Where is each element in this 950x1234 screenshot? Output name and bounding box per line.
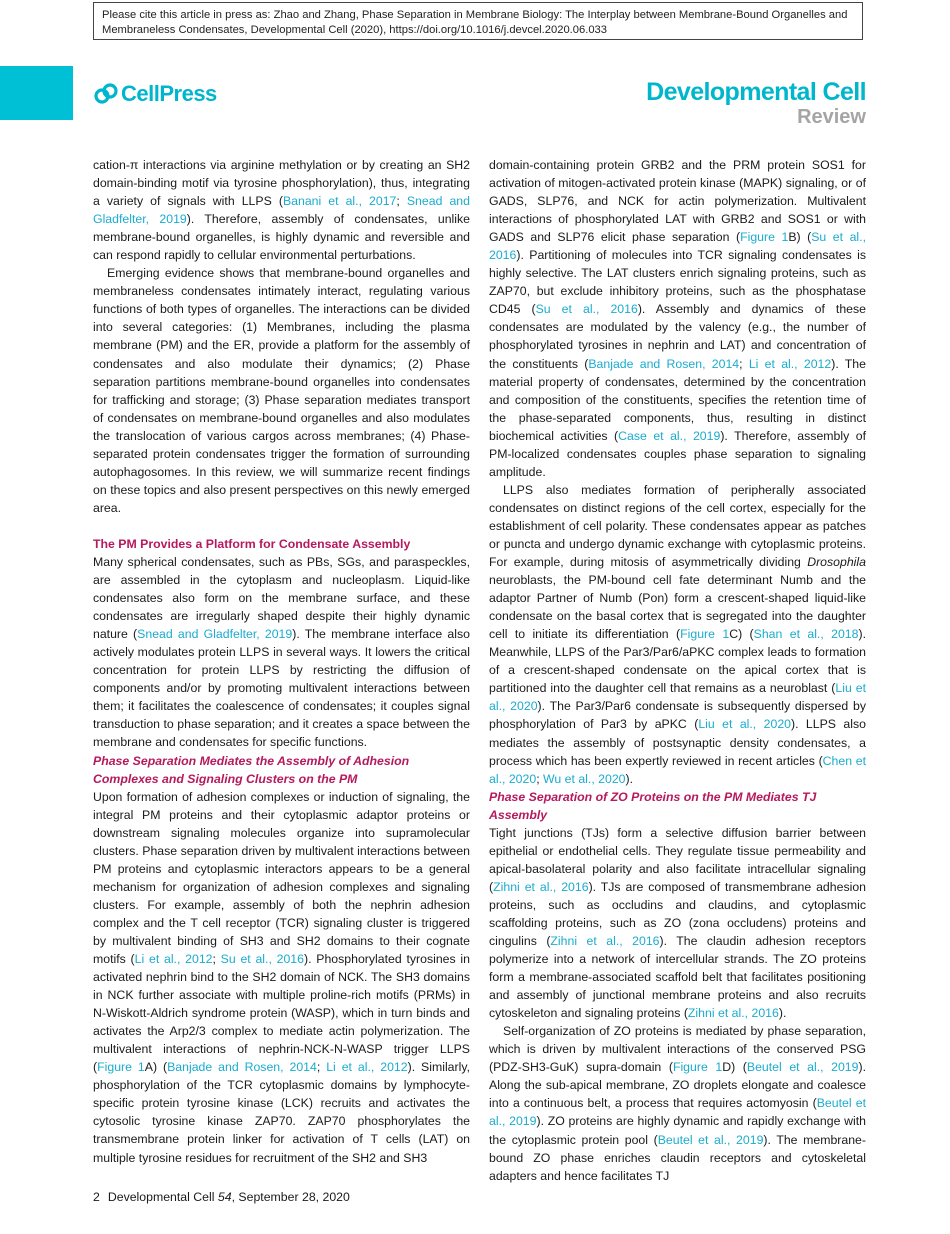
citation-link[interactable]: Su et al., 2016 (489, 230, 866, 263)
citation-link[interactable]: Li et al., 2012 (748, 356, 832, 371)
paragraph: Self-organization of ZO proteins is mediated by phase separation, which is driven by multivalent interactions of the conserved PSG (PDZ-SH3-GuK) supra-domain (Figure 1D) (Beutel et al., 2019). Along the sub-apical membrane, ZO droplets elongate and coalesce into a continuous belt, a process that requires actomyosin (Beutel et al., 2019). ZO proteins are highly dynamic and rapidly exchange with the cytoplasmic protein pool (Beutel et al., 2019). The membrane-bound ZO phase enriches claudin receptors and cytoskeletal adapters and hence facilitates TJ (489, 1024, 866, 1183)
left-column (93, 156, 470, 1167)
citation-link[interactable]: Beutel et al., 2019 (746, 1060, 859, 1075)
citation-link[interactable]: Snead and Gladfelter, 2019 (137, 627, 293, 642)
logo-text: CellPress (121, 81, 217, 106)
figure-link[interactable]: Figure 1 (672, 1060, 723, 1075)
citation-link[interactable]: Wu et al., 2020 (543, 771, 626, 786)
cellpress-logo[interactable] (94, 80, 217, 108)
citation-link[interactable]: Zihni et al., 2016 (550, 934, 660, 949)
citation-link[interactable]: Beutel et al., 2019 (489, 1096, 866, 1129)
citation-link[interactable]: Banjade and Rosen, 2014 (167, 1060, 317, 1075)
subsection-heading: Phase Separation Mediates the Assembly of Adhesion Complexes and Signaling Clusters on the PM (93, 753, 410, 786)
paragraph: Many spherical condensates, such as PBs, SGs, and paraspeckles, are assembled in the cytoplasm and nucleoplasm. Liquid-like condensates also form on the membrane surface, and these condensates are irregularly shaped despite their highly dynamic nature (Snead and Gladfelter, 2019). The membrane interface also actively modulates protein LLPS in several ways. It lowers the critical concentration for protein LLPS by restricting the diffusion of components and/or by promoting multivalent interactions between them; it facilitates the coalescence of condensates; it couples signal transduction to phase separation; and it creates a space between the membrane and condensates for specific functions. (93, 554, 470, 750)
citation-link[interactable]: Banani et al., 2017 (282, 194, 397, 209)
citation-link[interactable]: Su et al., 2016 (535, 302, 638, 317)
subsection-heading: Phase Separation of ZO Proteins on the PM Mediates TJ Assembly (489, 789, 817, 822)
citation-link[interactable]: Banjade and Rosen, 2014 (588, 356, 740, 371)
citation-link[interactable]: Beutel et al., 2019 (657, 1132, 764, 1147)
species-name: Drosophila (807, 555, 866, 570)
figure-link[interactable]: Figure 1 (97, 1060, 145, 1075)
citation-notice (93, 2, 863, 40)
paragraph: domain-containing protein GRB2 and the PRM protein SOS1 for activation of mitogen-activated protein kinase (MAPK) signaling, or of GADS, SLP76, and NCK for actin polymerization. Multivalent interactions of phosphorylated LAT with GRB2 and SOS1 or with GADS and SLP76 elicit phase separation (Figure 1B) (Su et al., 2016). Partitioning of molecules into TCR signaling condensates is highly selective. The LAT clusters enrich signaling proteins, such as ZAP70, but exclude inhibitory proteins, such as the phosphatase CD45 (Su et al., 2016). Assembly and dynamics of these condensates are modulated by the valency (e.g., the number of phosphorylated tyrosines in nephrin and LAT) and concentration of the constituents (Banjade and Rosen, 2014; Li et al., 2012). The material property of condensates, determined by the concentration and composition of the constituents, specifies the retention time of the phase-separated components, thus, resulting in distinct biochemical activities (Case et al., 2019). Therefore, assembly of PM-localized condensates couples phase separation to signaling amplitude. (489, 158, 866, 479)
citation-link[interactable]: Case et al., 2019 (618, 428, 721, 443)
cellpress-mark-icon (94, 82, 118, 106)
right-column (489, 156, 866, 1185)
figure-link[interactable]: Figure 1 (740, 230, 789, 245)
citation-link[interactable]: Zihni et al., 2016 (493, 879, 589, 894)
accent-bar (0, 66, 73, 120)
paragraph: cation-π interactions via arginine methylation or by creating an SH2 domain-binding motif via tyrosine phosphorylation), thus, integrating a variety of signals with LLPS (Banani et al., 2017; Snead and Gladfelter, 2019). Therefore, assembly of condensates, unlike membrane-bound organelles, is highly dynamic and reversible and can respond rapidly to cellular environmental perturbations. (93, 158, 471, 263)
citation-link[interactable]: Li et al., 2012 (134, 952, 213, 967)
citation-link[interactable]: Zihni et al., 2016 (687, 1006, 779, 1021)
citation-text: Please cite this article in press as: Zhao and Zhang, Phase Separation in Membrane Biology: The Interplay between Membrane-Bound Organelles and Membraneless Condensates, Developmental Cell (2020), https://doi.org/10.1016/j.devcel.2020.06.033 (102, 9, 848, 36)
paragraph: Tight junctions (TJs) form a selective diffusion barrier between epithelial or endothelial cells. They regulate tissue permeability and apical-basolateral polarity and also facilitate intracellular signaling (Zihni et al., 2016). TJs are composed of transmembrane adhesion proteins, such as occludins and claudins, and cytoplasmic scaffolding proteins, such as ZO (zona occludens) proteins and cingulins (Zihni et al., 2016). The claudin adhesion receptors polymerize into a network of intercellular strands. The ZO proteins form a membrane-associated scaffold belt that facilitates positioning and assembly of junctional membrane proteins and also recruits cytoskeleton and signaling proteins (Zihni et al., 2016). (489, 825, 867, 1021)
citation-link[interactable]: Liu et al., 2020 (489, 681, 866, 714)
journal-title: Developmental Cell (646, 78, 866, 106)
citation-link[interactable]: Chen et al., 2020 (489, 753, 866, 786)
figure-link[interactable]: Figure 1 (680, 627, 730, 642)
page-number: 2 (93, 1190, 100, 1204)
citation-link[interactable]: Shan et al., 2018 (753, 627, 859, 642)
paragraph: Emerging evidence shows that membrane-bound organelles and membraneless condensates intimately interact, regulating various functions of both types of organelles. The interactions can be divided into several categories: (1) Membranes, including the plasma membrane (PM) and the ER, provide a platform for the assembly of condensates and also modulate their dynamics; (2) Phase separation partitions membrane-bound organelles into condensates for trafficking and storage; (3) Phase separation mediates transport of condensates on membrane-bound organelles and also modulates the translocation of various cargos across membranes; (4) Phase-separated protein condensates trigger the formation of surrounding autophagosomes. In this review, we will summarize recent findings on these topics and also present perspectives on this newly emerged area. (93, 266, 470, 515)
citation-link[interactable]: Su et al., 2016 (220, 952, 304, 967)
citation-link[interactable]: Snead and Gladfelter, 2019 (93, 194, 470, 227)
citation-link[interactable]: Liu et al., 2020 (698, 717, 791, 732)
section-heading: The PM Provides a Platform for Condensate Assembly (93, 536, 411, 551)
journal-section: Review (797, 106, 866, 128)
footer-journal: Developmental Cell (107, 1190, 215, 1204)
paragraph: LLPS also mediates formation of peripherally associated condensates on distinct regions of the cell cortex, especially for the establishment of cell polarity. These condensates appear as patches or puncta and undergo dynamic exchange with cytoplasmic proteins. For example, during mitosis of asymmetrically dividing Drosophila neuroblasts, the PM-bound cell fate determinant Numb and the adaptor Partner of Numb (Pon) form a crescent-shaped liquid-like condensate on the basal cortex that is segregated into the daughter cell to initiate its differentiation (Figure 1C) (Shan et al., 2018). Meanwhile, LLPS of the Par3/Par6/aPKC complex leads to formation of a crescent-shaped condensate on the apical cortex that is partitioned into the daughter cell that remains as a neuroblast (Liu et al., 2020). The Par3/Par6 condensate is subsequently dispersed by phosphorylation of Par3 by aPKC (Liu et al., 2020). LLPS also mediates the assembly of postsynaptic density condensates, a process which has been expertly reviewed in recent articles (Chen et al., 2020; Wu et al., 2020). (489, 482, 866, 786)
journal-header (646, 78, 866, 128)
citation-link[interactable]: Li et al., 2012 (326, 1060, 408, 1075)
footer-volume: 54 (217, 1190, 232, 1204)
footer-date: , September 28, 2020 (231, 1190, 350, 1204)
paragraph: Upon formation of adhesion complexes or induction of signaling, the integral PM proteins and their cytoplasmic adaptor proteins or downstream signaling molecules organize into supramolecular clusters. Phase separation driven by multivalent interactions between PM proteins and cytoplasmic interactors appears to be a general mechanism for organization of adhesion complexes and signaling clusters. For example, assembly of both the nephrin adhesion complex and the T cell receptor (TCR) signaling cluster is triggered by multivalent binding of SH3 and SH2 domains to their cognate motifs (Li et al., 2012; Su et al., 2016). Phosphorylated tyrosines in activated nephrin bind to the SH2 domain of NCK. The SH3 domains in NCK further associate with multiple proline-rich motifs (PRMs) in N-Wiskott-Aldrich syndrome protein (WASP), which in turn binds and activates the Arp2/3 complex to mediate actin polymerization. The multivalent interactions of nephrin-NCK-N-WASP trigger LLPS (Figure 1A) (Banjade and Rosen, 2014; Li et al., 2012). Similarly, phosphorylation of the TCR cytoplasmic domains by lymphocyte-specific protein tyrosine kinase (LCK) recruits and activates the cytosolic tyrosine kinase ZAP70. ZAP70 phosphorylates the transmembrane protein linker for activation of T cells (LAT) on multiple tyrosine residues for recruitment of the SH2 and SH3 (93, 789, 470, 1165)
page-footer (93, 1190, 350, 1204)
